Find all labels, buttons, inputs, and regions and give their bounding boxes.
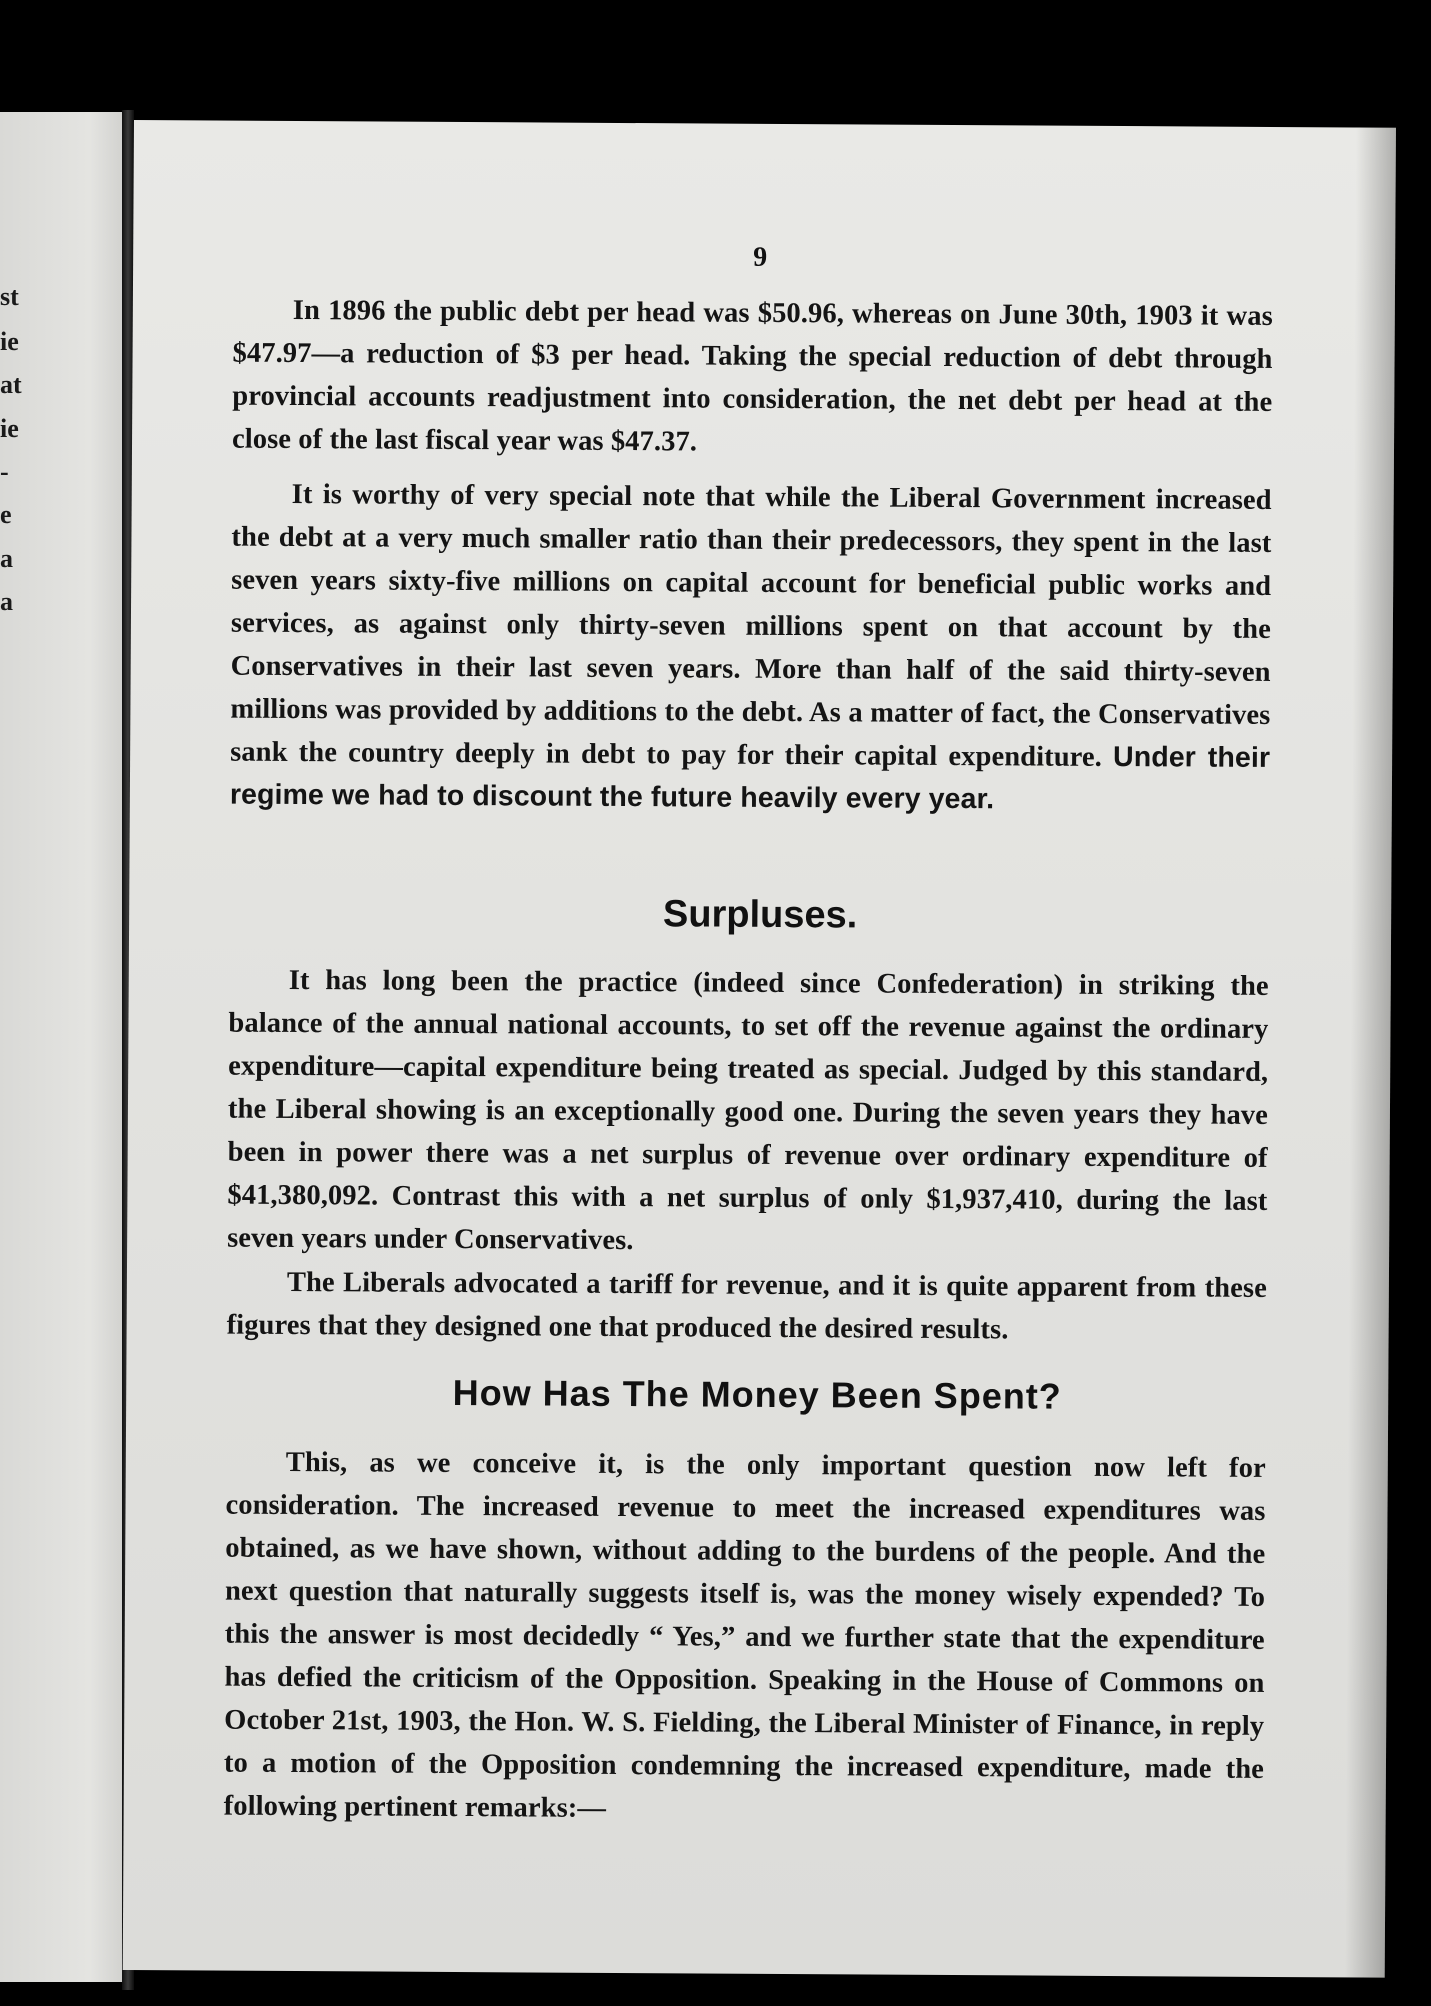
page-shadow (1345, 127, 1396, 1977)
left-page-fragment: a (0, 544, 13, 573)
left-page-fragment: ie (0, 327, 19, 356)
heading-surpluses: Surpluses. (662, 893, 858, 937)
document-page (123, 120, 1396, 1978)
left-page-fragment: st (0, 282, 19, 311)
left-page-fragment: e (0, 500, 12, 529)
paragraph-capital-account (230, 473, 1272, 823)
paragraph-tariff: The Liberals advocated a tariff for revenue, and it is quite apparent from these figures that they designed one that produced the desired results. (226, 1266, 1267, 1346)
paragraph-capital-account-text: It is worthy of very special note that while the Liberal Government increased the debt at a very much smaller ratio than their predecessors, they spent in the last seven years sixty-five millions on capital account for beneficial public works and services, as against only thirty-seven millions spent on that account by the Conservatives in their last seven years. More than half of the said thirty-seven millions was provided by additions to the debt. As a matter of fact, the Conservatives sank the country deeply in debt to pay for their capital expenditure. (230, 478, 1272, 773)
page-number: 9 (753, 241, 768, 273)
heading-money-spent: How Has The Money Been Spent? (452, 1371, 1062, 1417)
left-page-edge (0, 112, 128, 1982)
left-page-fragment: at (0, 370, 22, 399)
paragraph-debt-per-head: In 1896 the public debt per head was $50.96, whereas on June 30th, 1903 it was $47.97—a reduction of $3 per head. Taking the special reduction of debt through provincial accounts readjustment into consideration, the net debt per head at the close of the last fiscal year was $47.37. (231, 294, 1273, 458)
paragraph-capital-account-emphasis: Under their regime we had to discount the future heavily every year. (229, 740, 1271, 816)
paragraph-money-spent: This, as we conceive it, is the only important question now left for consideration. The increased revenue to meet the increased expenditures was obtained, as we have shown, without adding to the burdens of the people. And the next question that naturally suggests itself is, was the money wisely expended? To this the answer is most decidedly “ Yes,” and we further state that the expenditure has defied the criticism of the Opposition. Speaking in the House of Commons on October 21st, 1903, the Hon. W. S. Fielding, the Liberal Minister of Finance, in reply to a motion of the Opposition condemning the increased expenditure, made the following pertinent remarks:— (223, 1446, 1266, 1824)
left-page-fragment: - (0, 457, 9, 486)
left-page-fragment: ie (0, 414, 19, 443)
paragraph-surpluses: It has long been the practice (indeed since Confederation) in striking the balance of the annual national accounts, to set off the revenue against the ordinary expenditure—capital expenditure being treated as special. Judged by this standard, the Liberal showing is an exceptionally good one. During the seven years they have been in power there was a net surplus of revenue over ordinary expenditure of $41,380,092. Contrast this with a net surplus of only $1,937,410, during the last seven years under Conservatives. (227, 964, 1269, 1257)
left-page-fragment: a (0, 587, 13, 616)
